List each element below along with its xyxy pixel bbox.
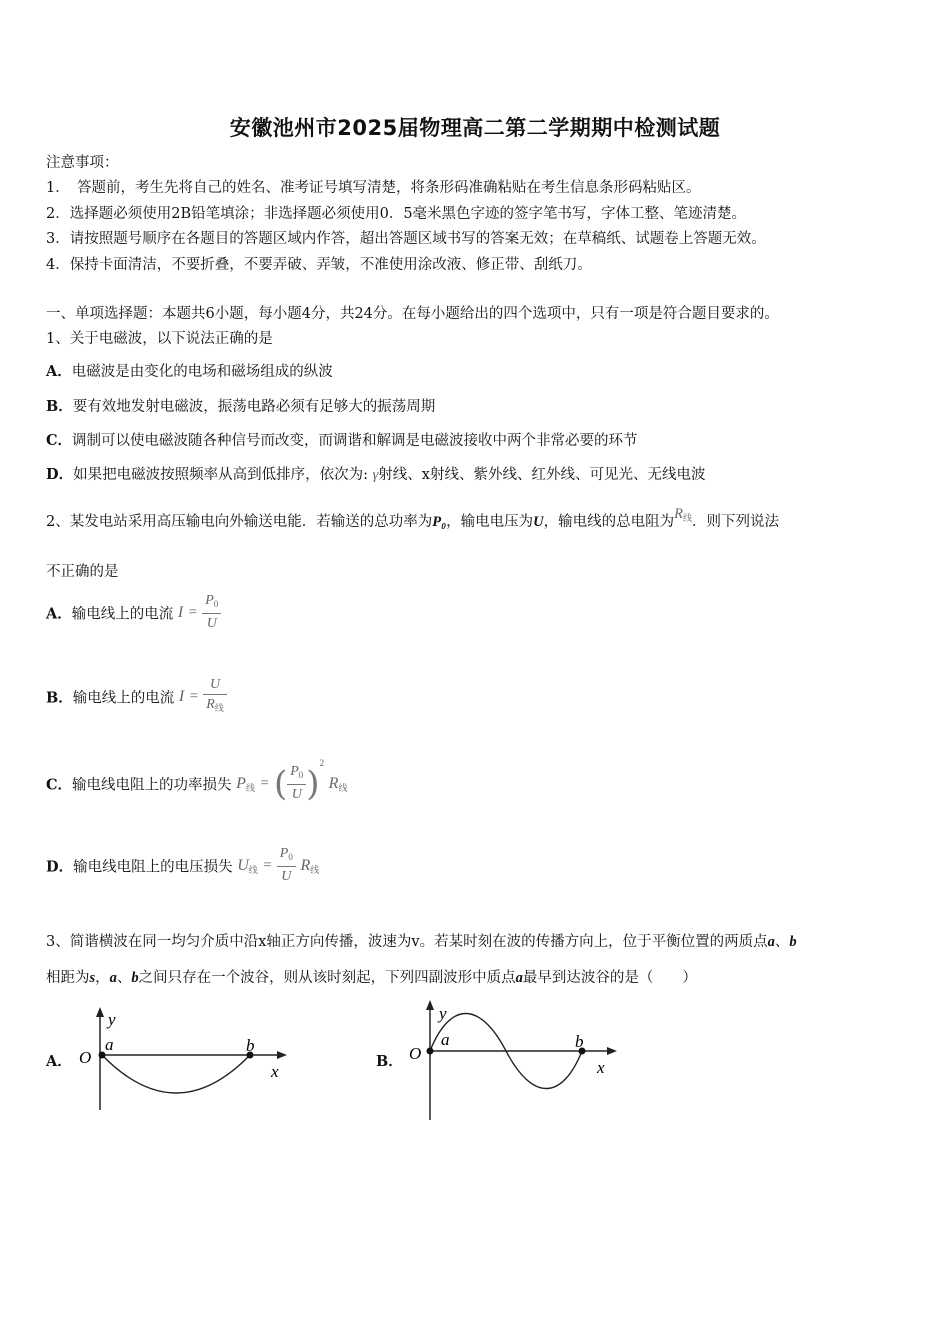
- notice-item: 3．请按照题号顺序在各题目的答题区域内作答，超出答题区域书写的答案无效；在草稿纸、试题卷上答题无效。: [46, 231, 766, 247]
- stem-text: 2、某发电站采用高压输电向外输送电能．若输送的总功率为: [46, 514, 433, 530]
- page-title: 安徽池州市2025届物理高二第二学期期中检测试题: [229, 116, 721, 140]
- origin-label: O: [79, 1048, 92, 1067]
- option-label: A．: [46, 605, 72, 623]
- stem-text: 之间只存在一个波谷，则从该时刻起，下列四副波形中质点: [138, 970, 516, 986]
- frac-sub-xian: 线: [214, 703, 224, 713]
- y-axis-arrow: [96, 1007, 104, 1017]
- question-3-option-b-label: B．: [376, 1053, 403, 1070]
- wave-graph-b: [405, 995, 625, 1125]
- r-letter: R: [328, 774, 339, 792]
- question-1-option-a: [46, 360, 333, 381]
- question-2-option-d: [46, 845, 319, 887]
- r-sub: 线: [310, 864, 320, 875]
- wave-curve: [102, 1055, 250, 1093]
- origin-label: O: [409, 1044, 422, 1063]
- option-text: 输电线上的电流: [71, 606, 174, 623]
- question-2-stem-cont: 不正确的是: [46, 564, 119, 580]
- option-label: D．: [46, 466, 74, 483]
- x-axis-label: x: [597, 1058, 605, 1077]
- option-text: 射线、x射线、紫外线、红外线、可见光、无线电波: [378, 467, 706, 483]
- sep: 、: [774, 934, 790, 950]
- frac-p: P: [205, 593, 214, 608]
- question-1-option-d: [46, 463, 705, 484]
- frac-u: U: [291, 787, 302, 802]
- point-a-marker: [427, 1048, 434, 1055]
- question-1-option-c: [46, 429, 638, 450]
- point-a-label: a: [441, 1030, 450, 1049]
- frac-u: U: [206, 616, 217, 631]
- r-letter: R: [674, 506, 683, 522]
- point-a: a: [515, 970, 523, 986]
- stem-text: ，输电电压为: [446, 514, 534, 530]
- fraction-p0-over-u: [277, 845, 296, 887]
- point-a-label: a: [105, 1035, 114, 1054]
- question-2-option-a: [46, 592, 221, 634]
- option-text: 输电线电阻上的电压损失: [73, 859, 233, 876]
- stem-text: 相距为: [46, 970, 90, 986]
- option-label: B．: [46, 689, 73, 707]
- p-letter: P: [236, 774, 246, 792]
- question-2-option-b: [46, 676, 227, 718]
- symbol-s: s: [89, 970, 96, 986]
- symbol-p0: P₀: [432, 514, 447, 530]
- point-b-label: b: [575, 1032, 584, 1051]
- point-a: a: [109, 970, 117, 986]
- u-sub: 线: [248, 864, 258, 875]
- gamma-symbol: γ: [372, 467, 379, 483]
- fraction-u-over-r: [203, 676, 227, 718]
- frac-sub-0: 0: [298, 770, 304, 780]
- question-1-option-b: [46, 395, 435, 416]
- notice-heading: 注意事项：: [46, 155, 119, 171]
- x-axis-arrow: [607, 1047, 617, 1055]
- formula-r-line: [300, 857, 319, 874]
- option-text: 要有效地发射电磁波，振荡电路必须有足够大的振荡周期: [72, 399, 436, 415]
- formula-i: I: [178, 688, 185, 705]
- point-b: b: [131, 970, 139, 986]
- section-heading: 一、单项选择题：本题共6小题，每小题4分，共24分。在每小题给出的四个选项中，只有一项是符合题目要求的。: [46, 306, 779, 322]
- formula-eq: =: [259, 775, 270, 792]
- y-axis-label: y: [108, 1010, 116, 1029]
- point-a: a: [767, 934, 775, 950]
- frac-sub-0: 0: [213, 599, 219, 609]
- notice-item: 2．选择题必须使用2B铅笔填涂；非选择题必须使用0．5毫米黑色字迹的签字笔书写，字体工整、笔迹清楚。: [46, 206, 747, 222]
- question-3-option-a-label: A．: [46, 1053, 72, 1070]
- stem-text: 3、简谐横波在同一均匀介质中沿x轴正方向传播，波速为v。若某时刻在波的传播方向上，位于平衡位置的两质点: [46, 934, 768, 950]
- formula-eq: =: [188, 688, 199, 705]
- option-label: C．: [46, 776, 73, 794]
- y-axis-arrow: [426, 1000, 434, 1010]
- option-label: A．: [46, 363, 72, 380]
- symbol-u: U: [533, 514, 544, 530]
- option-text: 如果把电磁波按照频率从高到低排序，依次为:: [73, 467, 373, 483]
- option-label: D．: [46, 858, 74, 876]
- notice-item: 1． 答题前，考生先将自己的姓名、准考证号填写清楚，将条形码准确粘贴在考生信息条形码粘贴区。: [46, 180, 701, 196]
- option-text: 电磁波是由变化的电场和磁场组成的纵波: [71, 364, 333, 380]
- question-3-stem-cont: [46, 966, 697, 987]
- formula-eq: =: [187, 604, 198, 621]
- formula-p-line: [236, 775, 255, 792]
- fraction-p0-over-u: [202, 592, 221, 634]
- stem-text: 最早到达波谷的是（ ）: [522, 970, 697, 986]
- sep: 、: [116, 970, 132, 986]
- question-3-stem: [46, 930, 797, 951]
- p-sub: 线: [245, 782, 255, 793]
- r-subscript: 线: [683, 513, 693, 523]
- fraction-p0-over-u: [287, 763, 306, 805]
- x-axis-arrow: [277, 1051, 287, 1059]
- frac-sub-0: 0: [288, 852, 293, 862]
- stem-text: ，输电线的总电阻为: [543, 514, 675, 530]
- point-b-label: b: [246, 1036, 255, 1055]
- option-text: 输电线电阻上的功率损失: [72, 777, 232, 794]
- option-text: 调制可以使电磁波随各种信号而改变，而调谐和解调是电磁波接收中两个非常必要的环节: [72, 433, 638, 449]
- r-sub: 线: [338, 782, 348, 793]
- exponent-2: 2: [319, 758, 325, 768]
- frac-p: P: [279, 846, 289, 861]
- option-text: 输电线上的电流: [72, 690, 175, 707]
- wave-graph-a: [75, 1005, 295, 1115]
- frac-u: U: [203, 676, 227, 695]
- question-2-option-c: [46, 758, 347, 805]
- y-axis-label: y: [439, 1004, 447, 1023]
- question-2-stem: [46, 506, 780, 532]
- frac-p: P: [290, 764, 299, 779]
- stem-text: ．则下列说法: [692, 514, 780, 530]
- formula-eq: =: [262, 857, 273, 874]
- symbol-r-line: [674, 506, 692, 522]
- frac-r: R: [206, 697, 215, 712]
- paren-open: (: [273, 764, 288, 804]
- formula-i: I: [177, 604, 184, 621]
- notice-item: 4．保持卡面清洁，不要折叠，不要弄破、弄皱，不准使用涂改液、修正带、刮纸刀。: [46, 257, 592, 273]
- comma: ，: [95, 970, 110, 986]
- paren-close: ): [306, 764, 320, 804]
- formula-r-line: [329, 775, 348, 792]
- frac-u: U: [281, 869, 292, 884]
- x-axis-label: x: [271, 1062, 279, 1081]
- u-letter: U: [237, 856, 249, 874]
- option-label: C．: [46, 432, 73, 449]
- point-b: b: [789, 934, 797, 950]
- r-letter: R: [300, 856, 311, 874]
- question-1-stem: 1、关于电磁波，以下说法正确的是: [46, 331, 273, 347]
- formula-u-line: [237, 857, 258, 874]
- option-label: B．: [46, 398, 73, 415]
